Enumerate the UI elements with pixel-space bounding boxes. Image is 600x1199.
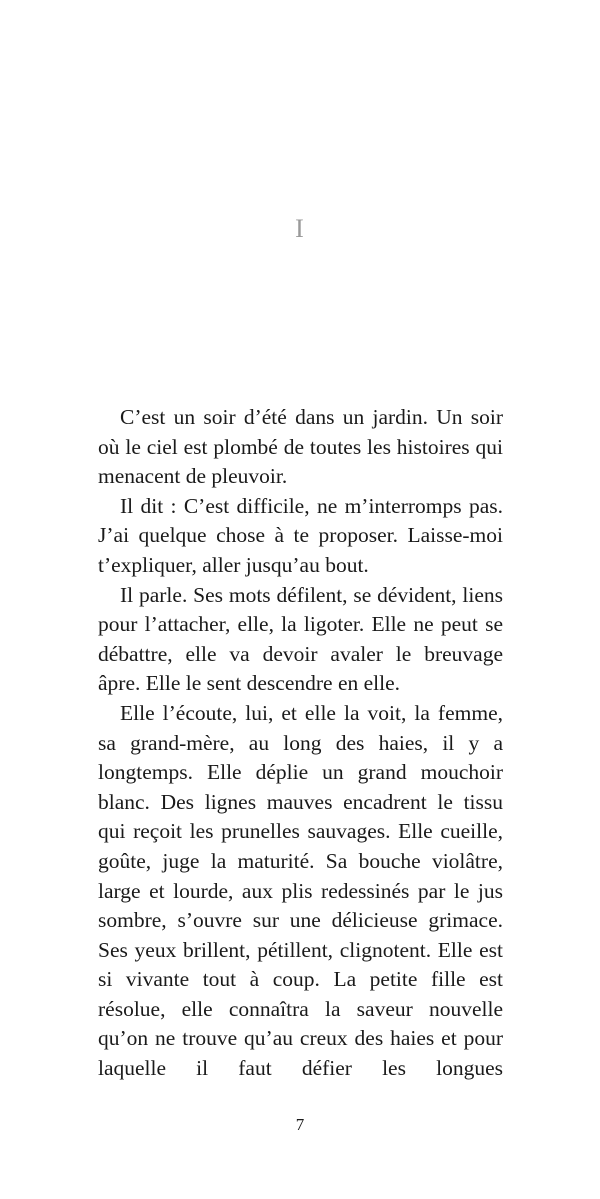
page-number: 7 — [295, 1115, 305, 1134]
paragraph-1: C’est un soir d’été dans un jardin. Un soir où le ciel est plombé de toutes les histoires qui menacent de pleuvoir. — [98, 405, 503, 489]
paragraph-2: Il dit : C’est difficile, ne m’interromps pas. J’ai quelque chose à te proposer. Laisse-moi t’expliquer, aller jusqu’au bout. — [98, 493, 503, 577]
paragraph-3: Il parle. Ses mots défilent, se dévident, liens pour l’attacher, elle, la ligoter. Elle ne peut se débattre, elle va devoir avaler le breuvage âpre. Elle le sent descendre en elle. — [98, 582, 503, 696]
paragraph-4: Elle l’écoute, lui, et elle la voit, la femme, sa grand-mère, au long des haies, il y a longtemps. Elle déplie un grand mouchoir blanc. Des lignes mauves encadrent le tissu qui reçoit les prunelles sauvages. Elle cueille, goûte, juge la maturité. Sa bouche violâtre, large et lourde, aux plis redessinés par le jus sombre, s’ouvre sur une délicieuse grimace. Ses yeux brillent, pétillent, clignotent. Elle est si vivante tout à coup. La petite fille est résolue, elle connaîtra la saveur nouvelle qu’on ne trouve qu’au creux des haies et pour laquelle il faut défier les longues — [98, 700, 503, 1081]
body-text — [98, 403, 503, 1084]
chapter-numeral: I — [295, 214, 305, 243]
